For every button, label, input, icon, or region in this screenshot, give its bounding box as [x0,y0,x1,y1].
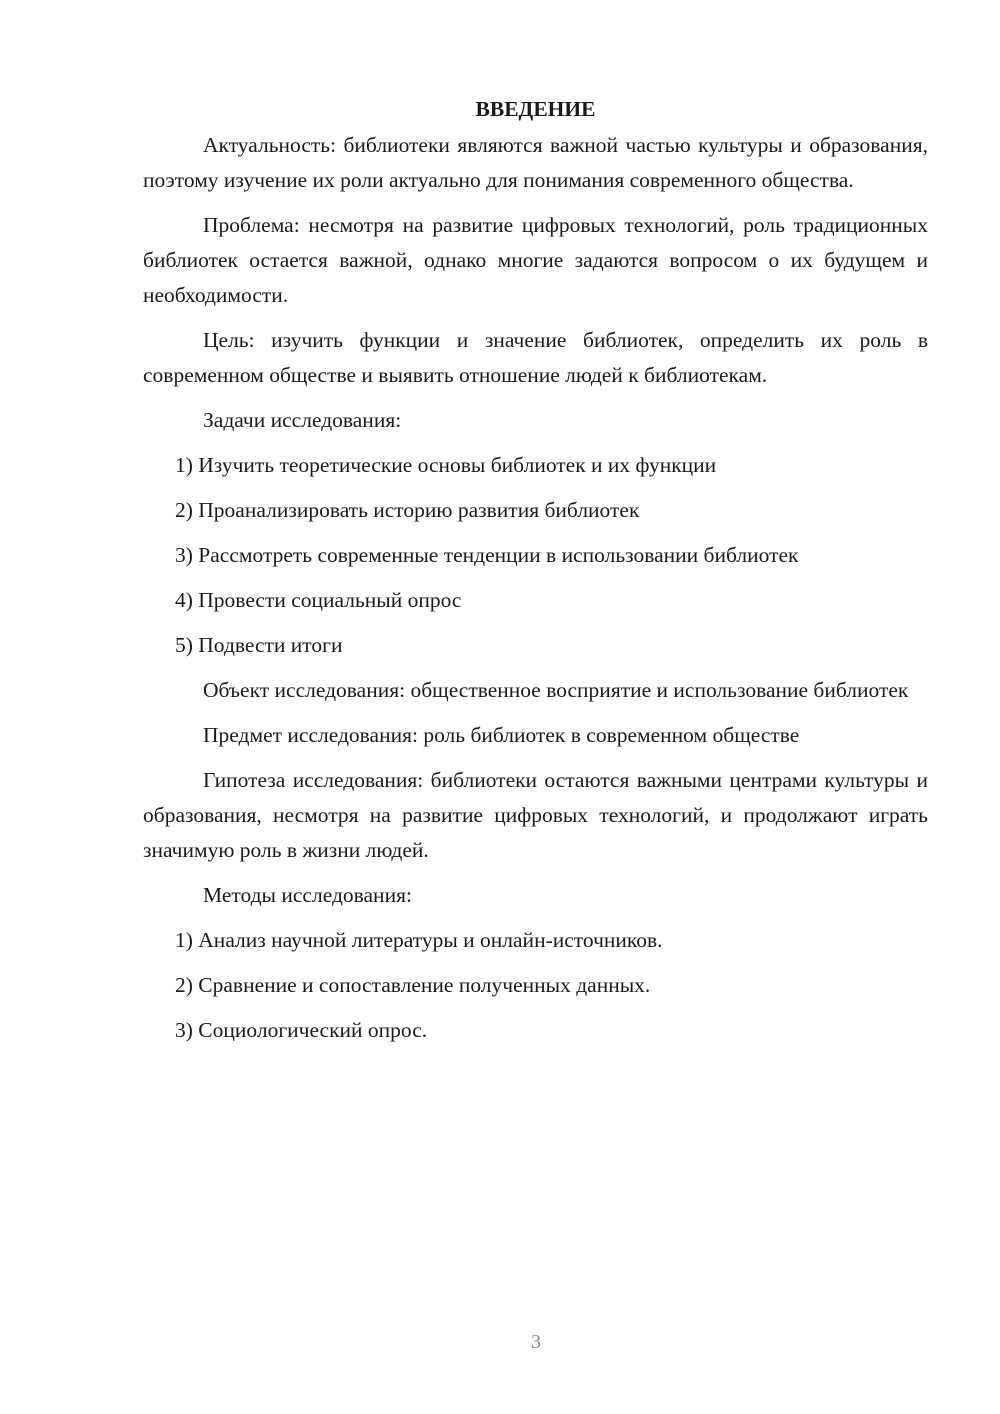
list-item: 3) Социологический опрос. [175,1018,428,1042]
section-title: ВВЕДЕНИЕ [475,97,596,121]
goal-paragraph: Цель: изучить функции и значение библиотек, определить их роль в современном обществе и выявить отношение людей к библиотекам. [143,328,928,387]
list-item: 3) Рассмотреть современные тенденции в использовании библиотек [175,543,799,567]
methods-heading: Методы исследования: [203,883,412,907]
problem-paragraph: Проблема: несмотря на развитие цифровых технологий, роль традиционных библиотек остается важной, однако многие задаются вопросом о их будущем и необходимости. [143,213,928,307]
object-paragraph: Объект исследования: общественное восприятие и использование библиотек [203,678,909,702]
methods-list [143,923,928,1048]
list-item: 2) Проанализировать историю развития библиотек [175,498,640,522]
tasks-list [143,448,928,663]
relevance-paragraph: Актуальность: библиотеки являются важной частью культуры и образования, поэтому изучение их роли актуально для понимания современного общества. [143,133,928,192]
document-page [143,92,928,1058]
page-number: 3 [531,1331,541,1353]
list-item: 1) Изучить теоретические основы библиотек и их функции [175,453,717,477]
list-item: 1) Анализ научной литературы и онлайн-источников. [175,928,663,952]
list-item: 4) Провести социальный опрос [175,588,462,612]
hypothesis-paragraph: Гипотеза исследования: библиотеки остаются важными центрами культуры и образования, несмотря на развитие цифровых технологий, и продолжают играть значимую роль в жизни людей. [143,768,928,862]
list-item: 2) Сравнение и сопоставление полученных данных. [175,973,651,997]
tasks-heading: Задачи исследования: [203,408,402,432]
subject-paragraph: Предмет исследования: роль библиотек в современном обществе [203,723,800,747]
list-item: 5) Подвести итоги [175,633,343,657]
